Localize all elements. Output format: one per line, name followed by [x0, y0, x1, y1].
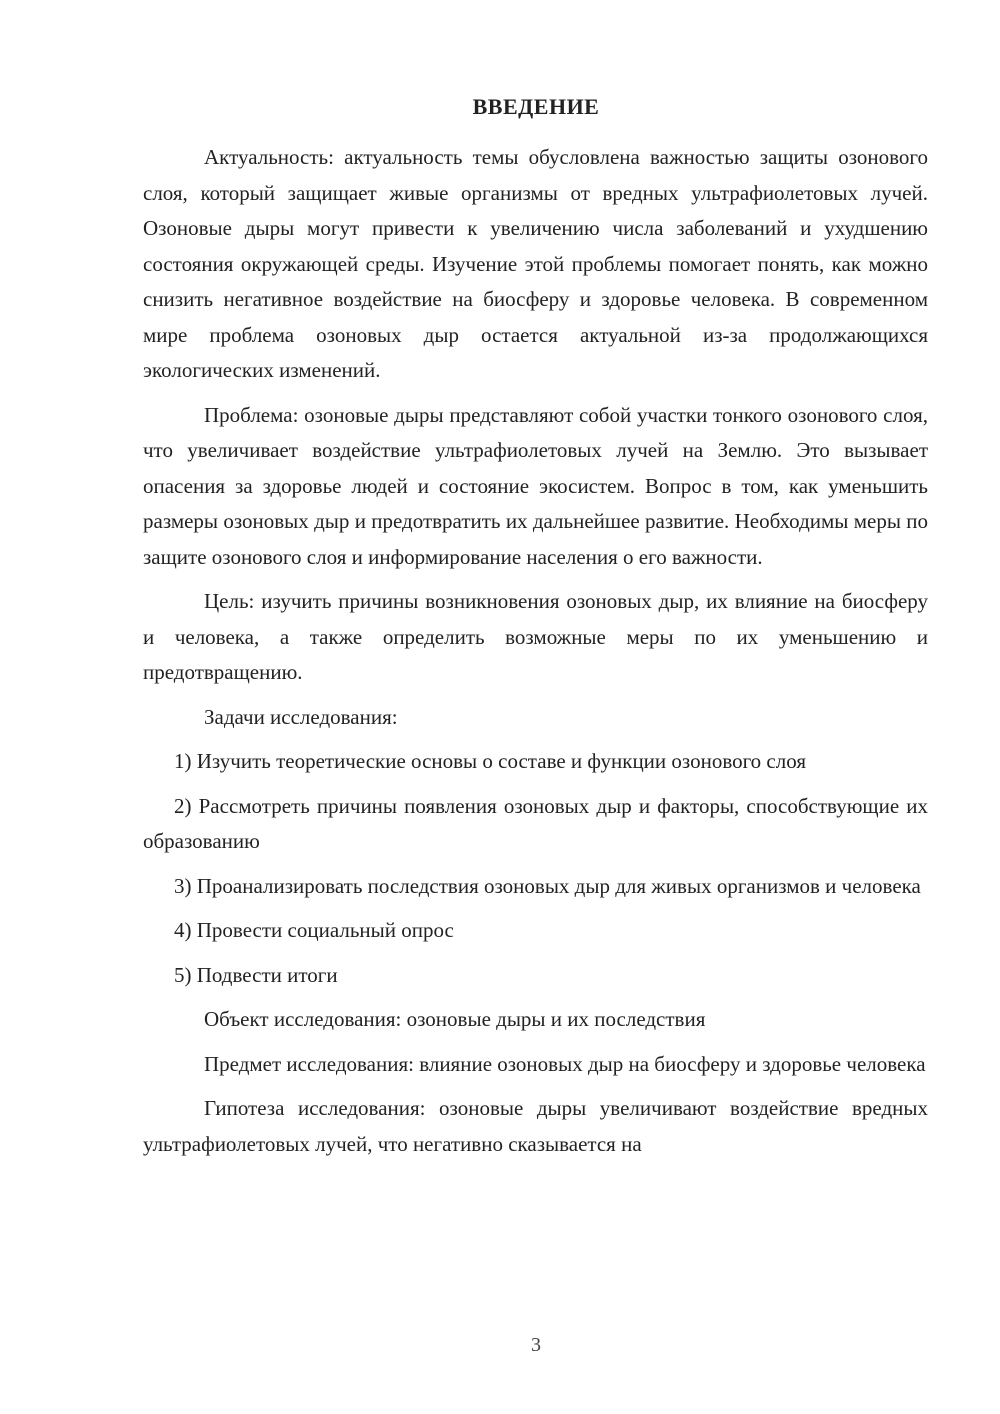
task-item-3: 3) Проанализировать последствия озоновых дыр для живых организмов и человека — [174, 873, 921, 898]
paragraph-relevance: Актуальность: актуальность темы обусловлена важностью защиты озонового слоя, который защищает живые организмы от вредных ультрафиолетовых лучей. Озоновые дыры могут привести к увеличению числа заболеваний и ухудшению состояния окружающей среды. Изучение этой проблемы помогает понять, как можно снизить негативное воздействие на биосферу и здоровье человека. В современном мире проблема озоновых дыр остается актуальной из-за продолжающихся экологических изменений. — [143, 145, 928, 382]
page-number: 3 — [531, 1334, 541, 1356]
tasks-heading: Задачи исследования: — [204, 704, 398, 729]
task-item-4: 4) Провести социальный опрос — [174, 918, 454, 942]
task-item-2: 2) Рассмотреть причины появления озоновых дыр и факторы, способствующие их образованию — [143, 793, 928, 853]
paragraph-goal: Цель: изучить причины возникновения озоновых дыр, их влияние на биосферу и человека, а также определить возможные меры по их уменьшению и предотвращению. — [143, 589, 928, 684]
paragraph-problem: Проблема: озоновые дыры представляют собой участки тонкого озонового слоя, что увеличивает воздействие ультрафиолетовых лучей на Землю. Это вызывает опасения за здоровье людей и состояние экосистем. Вопрос в том, как уменьшить размеры озоновых дыр и предотвратить их дальнейшее развитие. Необходимы меры по защите озонового слоя и информирование населения о его важности. — [143, 402, 928, 569]
paragraph-hypothesis: Гипотеза исследования: озоновые дыры увеличивают воздействие вредных ультрафиолетовых лучей, что негативно сказывается на — [143, 1096, 928, 1156]
paragraph-subject: Предмет исследования: влияние озоновых дыр на биосферу и здоровье человека — [204, 1051, 926, 1076]
task-item-5: 5) Подвести итоги — [174, 962, 338, 987]
paragraph-object: Объект исследования: озоновые дыры и их последствия — [204, 1007, 706, 1031]
document-body — [143, 140, 928, 1171]
task-item-1: 1) Изучить теоретические основы о составе и функции озонового слоя — [174, 749, 806, 773]
section-title: ВВЕДЕНИЕ — [472, 94, 600, 119]
